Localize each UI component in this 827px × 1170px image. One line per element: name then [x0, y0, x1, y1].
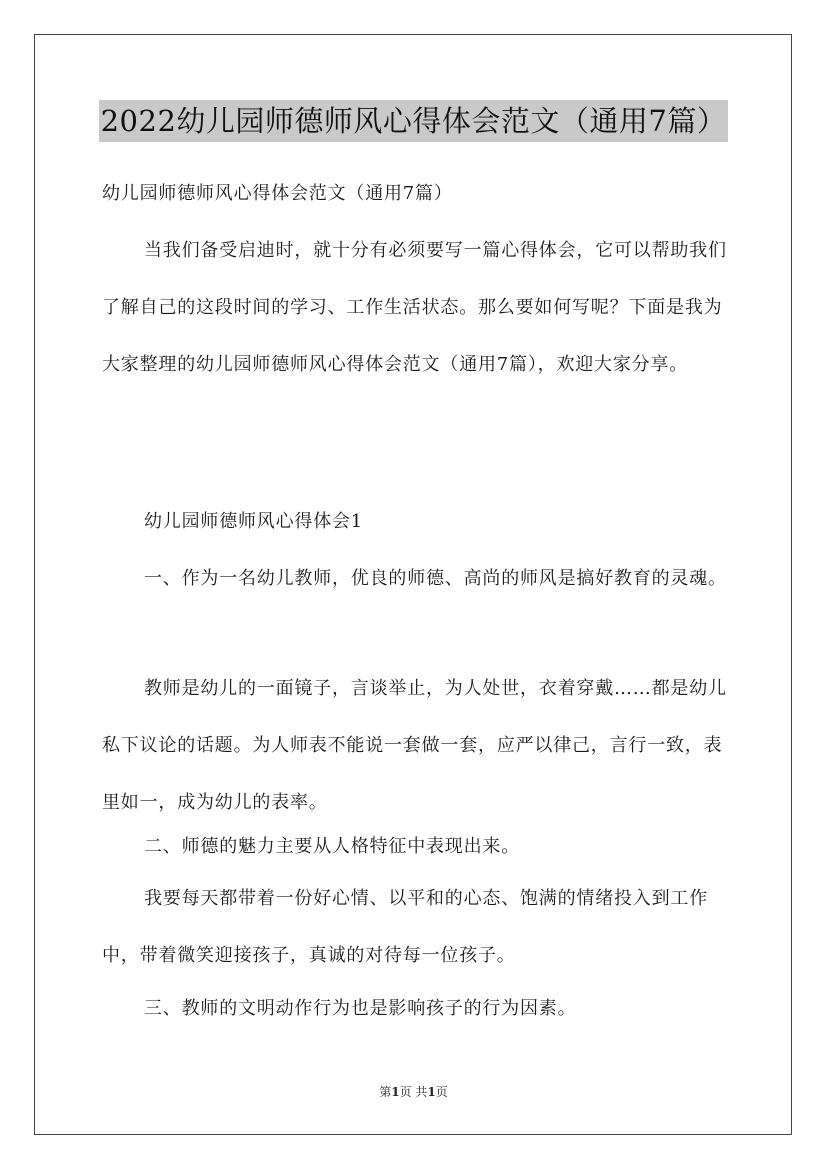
footer-current-page: 1	[391, 1085, 400, 1099]
section-heading: 幼儿园师德师风心得体会1	[144, 511, 364, 532]
body-paragraph-3: 二、师德的魅力主要从人格特征中表现出来。	[144, 836, 520, 857]
intro-paragraph: 当我们备受启迪时，就十分有必须要写一篇心得体会，它可以帮助我们了解自己的这段时间的学习、工作生活状态。那么要如何写呢？下面是我为大家整理的幼儿园师德师风心得体会范文（通用7篇），欢迎大家分享。	[102, 240, 727, 375]
body-paragraph-2: 教师是幼儿的一面镜子，言谈举止，为人处世，衣着穿戴……都是幼儿私下议论的话题。为人师表不能说一套做一套，应严以律己，言行一致，表里如一，成为幼儿的表率。	[102, 678, 727, 813]
body-paragraph-4: 我要每天都带着一份好心情、以平和的心态、饱满的情绪投入到工作中，带着微笑迎接孩子，真诚的对待每一位孩子。	[102, 888, 708, 966]
title-container	[0, 100, 827, 142]
body-paragraph-1: 一、作为一名幼儿教师，优良的师德、高尚的师风是搞好教育的灵魂。	[144, 568, 727, 589]
footer-mid: 页 共	[399, 1085, 428, 1099]
body-paragraph-5: 三、教师的文明动作行为也是影响孩子的行为因素。	[144, 998, 577, 1019]
footer-prefix: 第	[379, 1085, 392, 1099]
footer-suffix: 页	[435, 1085, 448, 1099]
footer-total-pages: 1	[427, 1085, 436, 1099]
subtitle-paragraph: 幼儿园师德师风心得体会范文（通用7篇）	[102, 183, 453, 204]
document-title: 2022幼儿园师德师风心得体会范文（通用7篇）	[99, 100, 729, 142]
page-footer	[0, 1083, 827, 1100]
